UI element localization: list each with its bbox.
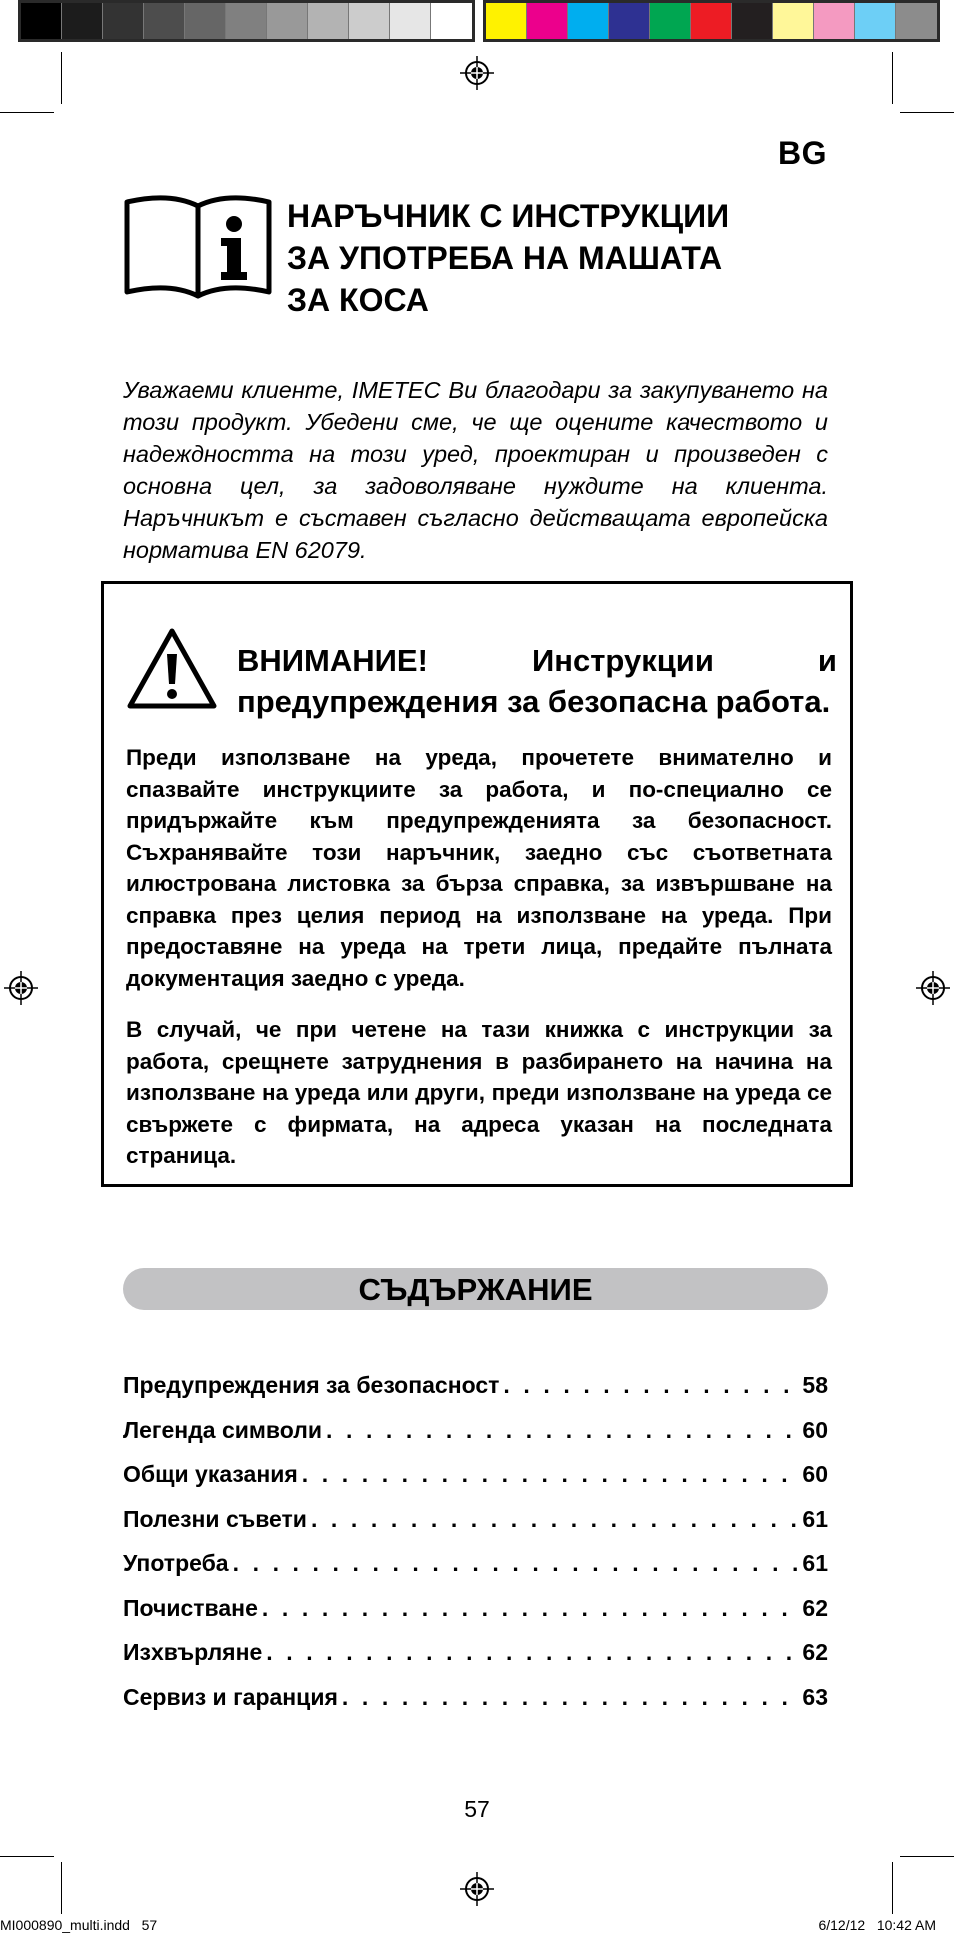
warning-paragraph: В случай, че при четене на тази книжка с инструкции за работа, срещнете затруднения в разбирането на начина на използване на уреда или други, преди използване на уреда се свържете с фирмата, на адреса указан на последната страница. bbox=[126, 1017, 832, 1168]
toc-entry bbox=[123, 1595, 828, 1640]
toc-leader-dots bbox=[326, 1417, 798, 1444]
toc-entry-label: Почистване bbox=[123, 1594, 258, 1621]
toc-entry-label: Сервиз и гаранция bbox=[123, 1683, 338, 1710]
toc-entry bbox=[123, 1372, 828, 1417]
color-swatch bbox=[691, 3, 732, 39]
crop-mark bbox=[61, 1862, 62, 1914]
toc-entry bbox=[123, 1684, 828, 1729]
registration-mark-icon bbox=[916, 971, 950, 1005]
color-swatch bbox=[431, 3, 472, 39]
toc-entry-label: Употреба bbox=[123, 1550, 229, 1576]
color-swatch bbox=[814, 3, 855, 39]
manual-title bbox=[287, 195, 847, 321]
toc-entry bbox=[123, 1461, 828, 1506]
warning-paragraph: Преди използване на уреда, прочетете внимателно и спазвайте инструкциите за работа, и по-специално се придържайте към предупрежденията за безопасност. Съхранявайте този наръчник, заедно със съответната илюстрована листовка за бърза справка, за извършване на справка през целия период на използване на уреда. При предоставяне на уреда на трети лица, предайте пълната документация заедно с уреда. bbox=[126, 745, 832, 991]
title-line: ЗА КОСА bbox=[287, 282, 429, 318]
title-line: НАРЪЧНИК С ИНСТРУКЦИИ bbox=[287, 198, 730, 234]
warning-triangle-icon bbox=[126, 626, 218, 712]
toc-entry-page: 58 bbox=[802, 1372, 828, 1398]
color-swatch bbox=[267, 3, 308, 39]
crop-mark bbox=[0, 112, 54, 113]
language-code: BG bbox=[778, 135, 827, 171]
toc-entry-label: Предупреждения за безопасност bbox=[123, 1372, 500, 1398]
color-swatch bbox=[144, 3, 185, 39]
page-number: 57 bbox=[464, 1796, 490, 1822]
toc-leader-dots bbox=[503, 1372, 798, 1399]
toc-entry-label: Легенда символи bbox=[123, 1416, 322, 1443]
registration-mark-icon bbox=[460, 1872, 494, 1906]
crop-mark bbox=[892, 1862, 893, 1914]
file-slug: MI000890_multi.indd 57 bbox=[0, 1917, 158, 1933]
color-swatch bbox=[349, 3, 390, 39]
toc-leader-dots bbox=[262, 1595, 799, 1622]
color-swatch bbox=[896, 3, 937, 39]
color-swatch bbox=[226, 3, 267, 39]
color-swatch bbox=[732, 3, 773, 39]
color-swatch bbox=[21, 3, 62, 39]
toc-leader-dots bbox=[266, 1639, 798, 1666]
toc-leader-dots bbox=[302, 1461, 799, 1488]
info-manual-icon bbox=[123, 192, 273, 304]
toc-entry-label: Полезни съвети bbox=[123, 1505, 307, 1532]
toc-leader-dots bbox=[342, 1684, 799, 1711]
color-swatch bbox=[185, 3, 226, 39]
color-swatch bbox=[609, 3, 650, 39]
color-swatch bbox=[103, 3, 144, 39]
toc-entry-label: Изхвърляне bbox=[123, 1639, 263, 1665]
crop-mark bbox=[61, 52, 62, 104]
registration-mark-icon bbox=[4, 971, 38, 1005]
toc-entry-page: 62 bbox=[802, 1639, 828, 1665]
toc-entry-page: 60 bbox=[802, 1461, 828, 1487]
toc-leader-dots bbox=[311, 1506, 798, 1533]
safety-warning-box bbox=[101, 581, 853, 1187]
toc-leader-dots bbox=[233, 1550, 799, 1577]
crop-mark bbox=[900, 1856, 954, 1857]
crop-mark bbox=[892, 52, 893, 104]
crop-mark bbox=[900, 112, 954, 113]
color-swatch bbox=[308, 3, 349, 39]
grayscale-color-bar bbox=[18, 0, 475, 42]
toc-entry-page: 61 bbox=[802, 1550, 828, 1576]
toc-entry bbox=[123, 1506, 828, 1551]
table-of-contents bbox=[123, 1372, 828, 1728]
crop-mark bbox=[0, 1856, 54, 1857]
toc-entry bbox=[123, 1639, 828, 1684]
intro-paragraph: Уважаеми клиенте, IMETEC Ви благодари за закупуването на този продукт. Убедени сме, че ще оцените качеството и надеждността на този уред, проектиран и произведен с основна цел, за задоволяване нуждите на клиента. Наръчникът е съставен съгласно действащата европейска нормативa EN 62079. bbox=[123, 377, 828, 563]
color-swatch bbox=[650, 3, 691, 39]
toc-entry-page: 61 bbox=[802, 1505, 828, 1532]
color-swatch bbox=[390, 3, 431, 39]
color-swatch bbox=[62, 3, 103, 39]
title-line: ЗА УПОТРЕБА НА МАШАТА bbox=[287, 240, 723, 276]
toc-entry bbox=[123, 1417, 828, 1462]
contents-heading: СЪДЪРЖАНИЕ bbox=[123, 1268, 828, 1310]
color-swatch bbox=[486, 3, 527, 39]
warning-title: ВНИМАНИЕ! Инструкции и предупреждения за безопасна работа. bbox=[237, 643, 837, 719]
color-swatch bbox=[568, 3, 609, 39]
toc-entry-label: Общи указания bbox=[123, 1461, 298, 1487]
color-swatch bbox=[527, 3, 568, 39]
toc-entry-page: 60 bbox=[802, 1416, 828, 1443]
date-slug: 6/12/12 10:42 AM bbox=[818, 1917, 936, 1933]
process-color-bar bbox=[483, 0, 940, 42]
toc-entry bbox=[123, 1550, 828, 1595]
color-swatch bbox=[773, 3, 814, 39]
color-swatch bbox=[855, 3, 896, 39]
registration-mark-icon bbox=[460, 56, 494, 90]
toc-entry-page: 63 bbox=[802, 1683, 828, 1710]
toc-entry-page: 62 bbox=[802, 1594, 828, 1621]
